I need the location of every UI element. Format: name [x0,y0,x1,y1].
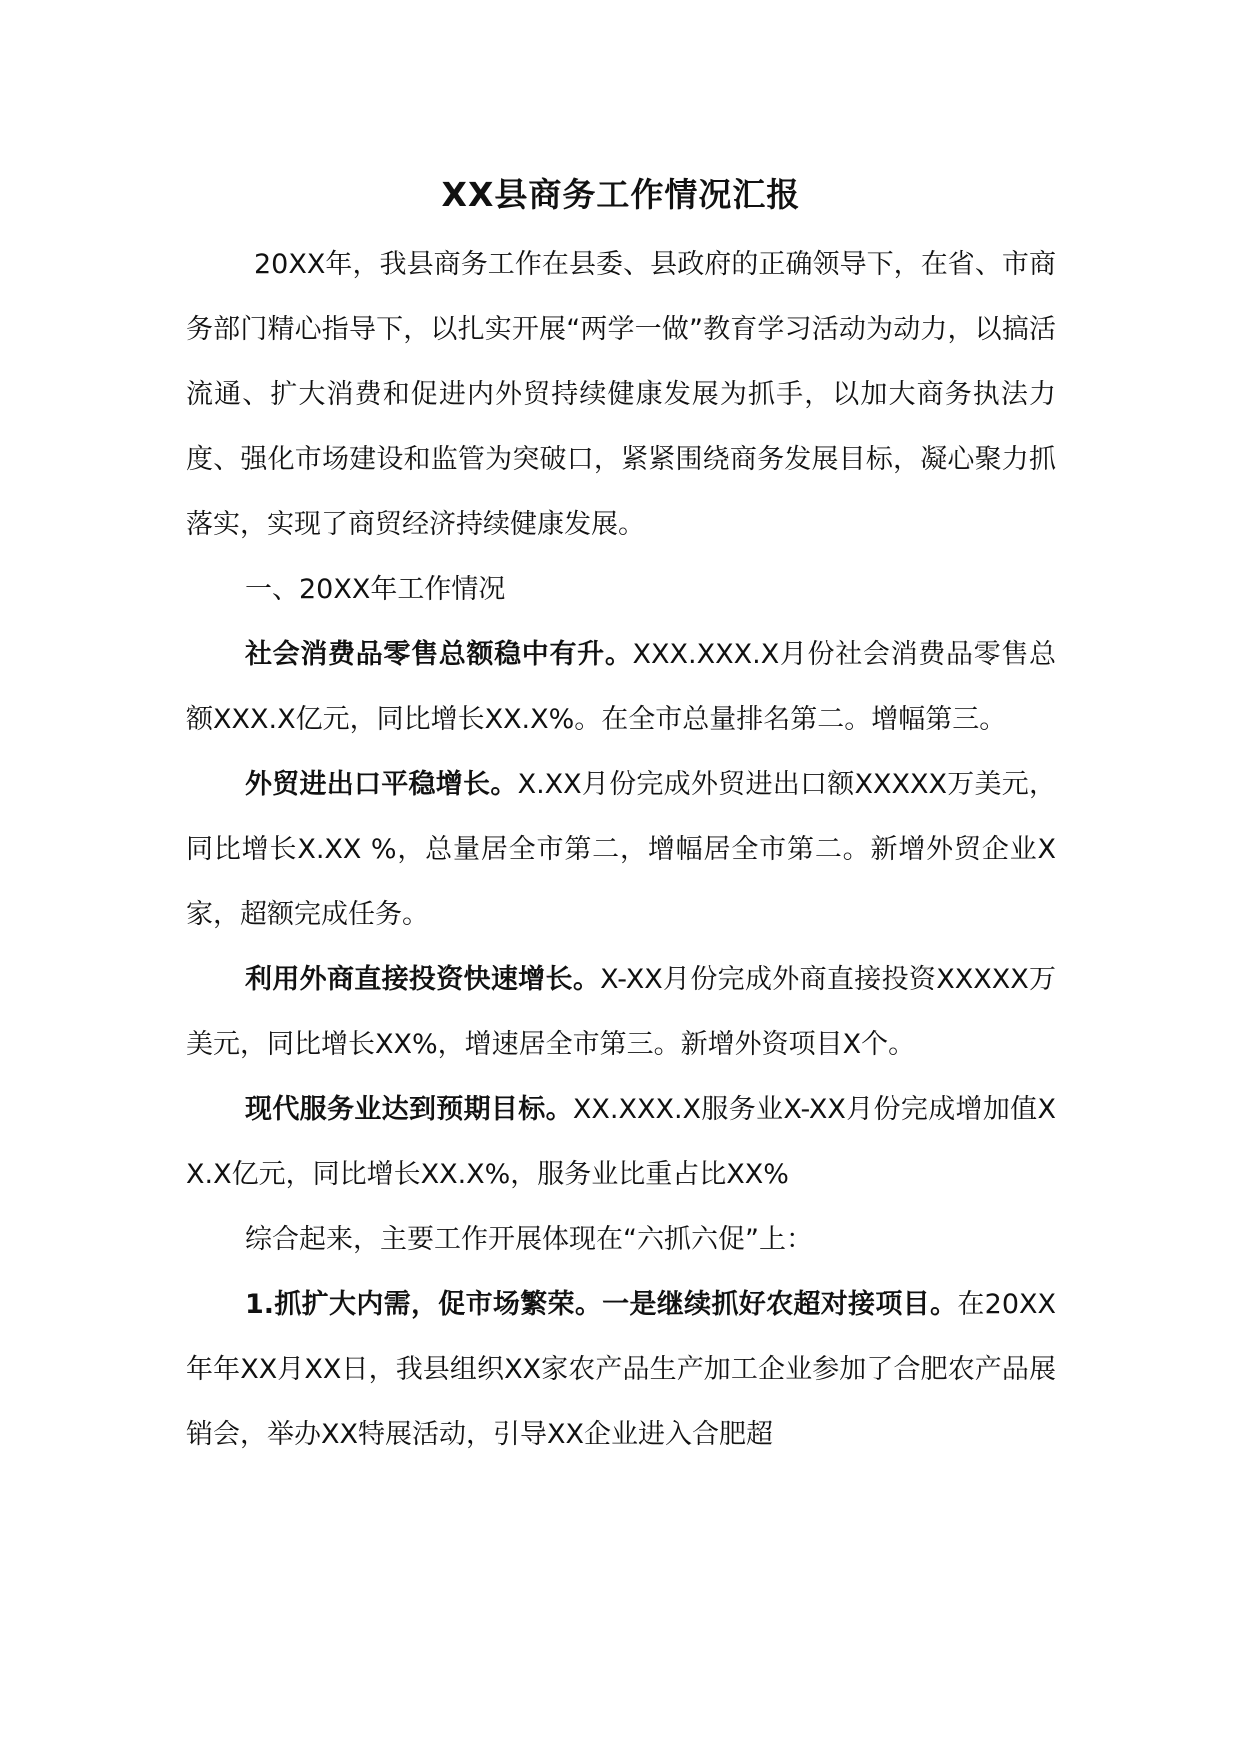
document-page [186,170,1056,1467]
document-title: XX县商务工作情况汇报 [441,175,801,214]
item1-paragraph [186,1272,1056,1467]
retail-heading: 社会消费品零售总额稳中有升。 [245,639,633,670]
services-paragraph [186,1077,1056,1207]
retail-paragraph [186,622,1056,752]
item1-body: 在20XX年年XX月XX日，我县组织XX家农产品生产加工企业参加了合肥农产品展销会，举办XX特展活动，引导XX企业进入合肥超 [186,1289,1056,1450]
intro-paragraph: 20XX年，我县商务工作在县委、县政府的正确领导下，在省、市商务部门精心指导下，以扎实开展“两学一做”教育学习活动为动力，以搞活流通、扩大消费和促进内外贸持续健康发展为抓手，以加大商务执法力度、强化市场建设和监管为突破口，紧紧围绕商务发展目标，凝心聚力抓落实，实现了商贸经济持续健康发展。 [186,249,1056,540]
fdi-body: X-XX月份完成外商直接投资XXXXX万美元，同比增长XX%，增速居全市第三。新增外资项目X个。 [186,964,1057,1060]
trade-paragraph [186,752,1056,947]
services-heading: 现代服务业达到预期目标。 [245,1094,573,1125]
summary-paragraph: 综合起来，主要工作开展体现在“六抓六促”上： [245,1224,813,1255]
item1-heading: 1.抓扩大内需，促市场繁荣。一是继续抓好农超对接项目。 [245,1289,958,1320]
trade-heading: 外贸进出口平稳增长。 [245,769,518,800]
retail-body: XXX.XXX.X月份社会消费品零售总额XXX.X亿元，同比增长XX.X%。在全市总量排名第二。增幅第三。 [186,639,1056,735]
fdi-heading: 利用外商直接投资快速增长。 [245,964,601,995]
trade-body: X.XX月份完成外贸进出口额XXXXX万美元，同比增长X.XX %，总量居全市第二，增幅居全市第二。新增外贸企业X家，超额完成任务。 [186,769,1056,930]
fdi-paragraph [186,947,1056,1077]
section-heading: 一、20XX年工作情况 [245,574,506,605]
services-body: XX.XXX.X服务业X-XX月份完成增加值XX.X亿元，同比增长XX.X%，服务业比重占比XX% [186,1094,1056,1190]
